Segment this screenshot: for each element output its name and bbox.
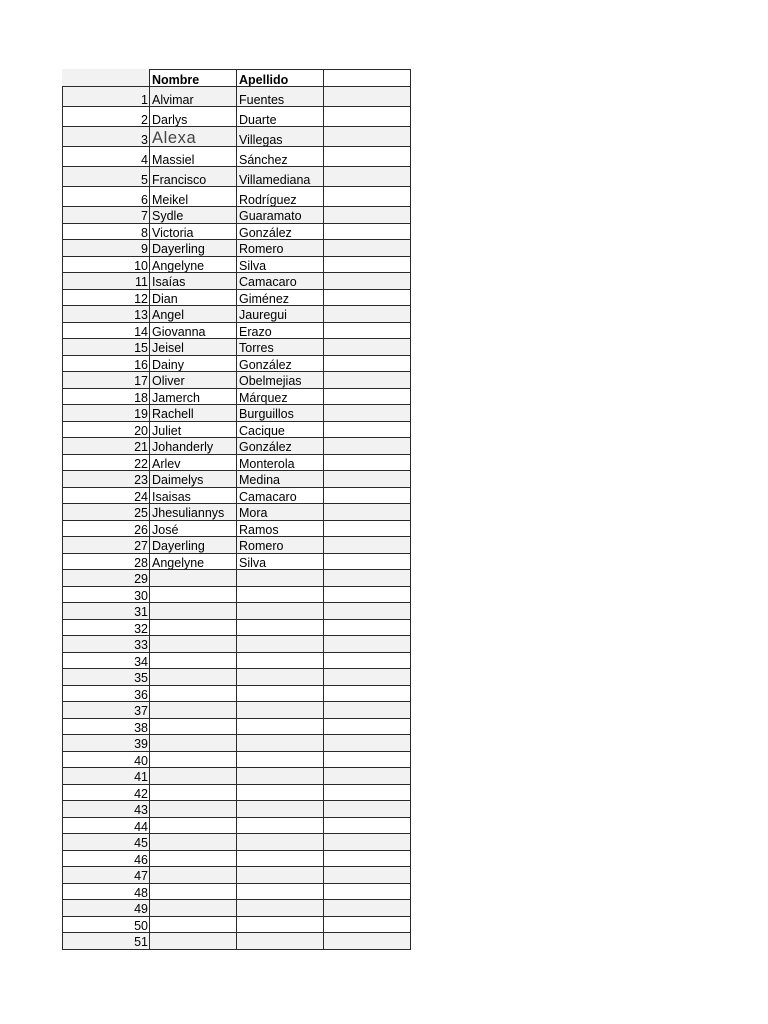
nombre-cell: Johanderly	[150, 438, 237, 455]
empty-cell	[324, 240, 411, 257]
empty-cell	[324, 702, 411, 719]
nombre-cell: Alvimar	[150, 87, 237, 107]
nombre-cell	[150, 850, 237, 867]
apellido-cell	[237, 586, 324, 603]
nombre-cell: Angelyne	[150, 553, 237, 570]
empty-header-cell	[324, 70, 411, 87]
row-number-cell: 42	[63, 784, 150, 801]
table-row	[63, 289, 411, 306]
empty-cell	[324, 306, 411, 323]
empty-cell	[324, 652, 411, 669]
empty-cell	[324, 685, 411, 702]
apellido-cell	[237, 751, 324, 768]
row-number-cell: 33	[63, 636, 150, 653]
row-number-cell: 45	[63, 834, 150, 851]
empty-cell	[324, 817, 411, 834]
apellido-cell: Ramos	[237, 520, 324, 537]
empty-cell	[324, 107, 411, 127]
nombre-cell: José	[150, 520, 237, 537]
nombre-cell	[150, 768, 237, 785]
row-number-cell: 7	[63, 207, 150, 224]
empty-cell	[324, 147, 411, 167]
nombre-cell: Isaisas	[150, 487, 237, 504]
nombre-cell	[150, 636, 237, 653]
table-row	[63, 553, 411, 570]
nombre-cell	[150, 570, 237, 587]
row-number-cell: 13	[63, 306, 150, 323]
table-row	[63, 454, 411, 471]
apellido-cell	[237, 768, 324, 785]
table-row	[63, 187, 411, 207]
nombre-cell	[150, 685, 237, 702]
apellido-cell	[237, 636, 324, 653]
apellido-cell: Silva	[237, 256, 324, 273]
row-number-cell: 36	[63, 685, 150, 702]
nombre-cell	[150, 883, 237, 900]
empty-cell	[324, 916, 411, 933]
empty-cell	[324, 127, 411, 147]
row-number-cell: 12	[63, 289, 150, 306]
nombre-cell	[150, 586, 237, 603]
empty-cell	[324, 834, 411, 851]
apellido-cell: Mora	[237, 504, 324, 521]
row-number-cell: 28	[63, 553, 150, 570]
row-number-cell: 21	[63, 438, 150, 455]
nombre-cell	[150, 751, 237, 768]
apellido-cell	[237, 916, 324, 933]
row-number-cell: 48	[63, 883, 150, 900]
row-number-cell: 35	[63, 669, 150, 686]
nombre-cell: Jamerch	[150, 388, 237, 405]
table-row	[63, 355, 411, 372]
nombre-cell: Dayerling	[150, 240, 237, 257]
table-row	[63, 339, 411, 356]
table-row	[63, 147, 411, 167]
nombre-cell	[150, 817, 237, 834]
nombre-header: Nombre	[150, 70, 237, 87]
row-number-cell: 47	[63, 867, 150, 884]
nombre-cell	[150, 834, 237, 851]
table-row	[63, 702, 411, 719]
table-row	[63, 504, 411, 521]
apellido-cell: Giménez	[237, 289, 324, 306]
apellido-cell	[237, 850, 324, 867]
row-number-cell: 6	[63, 187, 150, 207]
empty-cell	[324, 207, 411, 224]
empty-cell	[324, 520, 411, 537]
table-row	[63, 167, 411, 187]
apellido-cell	[237, 669, 324, 686]
row-number-cell: 37	[63, 702, 150, 719]
nombre-cell: Dian	[150, 289, 237, 306]
apellido-cell: Erazo	[237, 322, 324, 339]
row-number-cell: 24	[63, 487, 150, 504]
table-row	[63, 273, 411, 290]
apellido-cell: Villamediana	[237, 167, 324, 187]
empty-cell	[324, 405, 411, 422]
apellido-cell: Torres	[237, 339, 324, 356]
nombre-cell: Darlys	[150, 107, 237, 127]
nombre-cell	[150, 784, 237, 801]
nombre-cell: Rachell	[150, 405, 237, 422]
empty-cell	[324, 487, 411, 504]
nombre-cell: Massiel	[150, 147, 237, 167]
empty-cell	[324, 801, 411, 818]
nombre-cell: Dayerling	[150, 537, 237, 554]
empty-cell	[324, 504, 411, 521]
table-row	[63, 735, 411, 752]
apellido-cell	[237, 883, 324, 900]
apellido-cell	[237, 603, 324, 620]
empty-cell	[324, 603, 411, 620]
row-number-cell: 25	[63, 504, 150, 521]
empty-cell	[324, 900, 411, 917]
empty-cell	[324, 784, 411, 801]
empty-cell	[324, 619, 411, 636]
apellido-cell: Cacique	[237, 421, 324, 438]
row-number-cell: 20	[63, 421, 150, 438]
apellido-cell: Duarte	[237, 107, 324, 127]
nombre-cell: Juliet	[150, 421, 237, 438]
table-row	[63, 322, 411, 339]
nombre-cell	[150, 735, 237, 752]
row-number-cell: 16	[63, 355, 150, 372]
table-row	[63, 388, 411, 405]
empty-cell	[324, 87, 411, 107]
apellido-cell: Guaramato	[237, 207, 324, 224]
nombre-cell	[150, 669, 237, 686]
empty-cell	[324, 570, 411, 587]
nombre-cell: Alexa	[150, 127, 237, 147]
empty-cell	[324, 256, 411, 273]
apellido-cell	[237, 817, 324, 834]
table-row	[63, 471, 411, 488]
table-row	[63, 652, 411, 669]
apellido-cell: González	[237, 355, 324, 372]
empty-cell	[324, 718, 411, 735]
apellido-cell: Romero	[237, 240, 324, 257]
row-number-cell: 8	[63, 223, 150, 240]
apellido-cell: Jauregui	[237, 306, 324, 323]
table-row	[63, 801, 411, 818]
table-row	[63, 850, 411, 867]
apellido-cell	[237, 735, 324, 752]
empty-cell	[324, 586, 411, 603]
row-number-cell: 18	[63, 388, 150, 405]
apellido-cell: Villegas	[237, 127, 324, 147]
nombre-cell: Giovanna	[150, 322, 237, 339]
empty-cell	[324, 438, 411, 455]
nombre-cell: Francisco	[150, 167, 237, 187]
apellido-cell: Obelmejias	[237, 372, 324, 389]
apellido-cell: Silva	[237, 553, 324, 570]
table-row	[63, 834, 411, 851]
empty-cell	[324, 223, 411, 240]
nombre-cell	[150, 619, 237, 636]
table-row	[63, 421, 411, 438]
row-number-cell: 22	[63, 454, 150, 471]
apellido-cell: Medina	[237, 471, 324, 488]
empty-cell	[324, 339, 411, 356]
apellido-cell	[237, 619, 324, 636]
table-row	[63, 537, 411, 554]
table-row	[63, 867, 411, 884]
table-row	[63, 768, 411, 785]
nombre-cell	[150, 801, 237, 818]
row-number-cell: 15	[63, 339, 150, 356]
table-row	[63, 718, 411, 735]
nombre-cell: Isaías	[150, 273, 237, 290]
table-row	[63, 603, 411, 620]
row-number-cell: 46	[63, 850, 150, 867]
row-number-cell: 17	[63, 372, 150, 389]
empty-cell	[324, 850, 411, 867]
row-number-cell: 32	[63, 619, 150, 636]
row-number-cell: 49	[63, 900, 150, 917]
empty-cell	[324, 372, 411, 389]
apellido-cell	[237, 570, 324, 587]
row-number-cell: 30	[63, 586, 150, 603]
empty-cell	[324, 388, 411, 405]
row-number-cell: 23	[63, 471, 150, 488]
nombre-cell: Victoria	[150, 223, 237, 240]
apellido-cell: Rodríguez	[237, 187, 324, 207]
empty-cell	[324, 322, 411, 339]
apellido-cell: Camacaro	[237, 273, 324, 290]
apellido-cell	[237, 801, 324, 818]
nombre-cell: Angel	[150, 306, 237, 323]
nombre-cell: Arlev	[150, 454, 237, 471]
row-number-cell: 5	[63, 167, 150, 187]
nombre-cell: Angelyne	[150, 256, 237, 273]
nombre-cell: Dainy	[150, 355, 237, 372]
empty-cell	[324, 289, 411, 306]
table-row	[63, 223, 411, 240]
nombre-cell	[150, 603, 237, 620]
row-number-cell: 1	[63, 87, 150, 107]
row-number-cell: 29	[63, 570, 150, 587]
table-row	[63, 916, 411, 933]
empty-cell	[324, 636, 411, 653]
nombre-cell: Jeisel	[150, 339, 237, 356]
empty-cell	[324, 751, 411, 768]
row-number-cell: 10	[63, 256, 150, 273]
table-row	[63, 685, 411, 702]
apellido-cell: Camacaro	[237, 487, 324, 504]
row-number-cell: 3	[63, 127, 150, 147]
table-row	[63, 405, 411, 422]
empty-cell	[324, 553, 411, 570]
table-row	[63, 669, 411, 686]
row-number-cell: 44	[63, 817, 150, 834]
table-row	[63, 87, 411, 107]
table-row	[63, 784, 411, 801]
nombre-cell: Meikel	[150, 187, 237, 207]
nombre-cell	[150, 900, 237, 917]
apellido-cell: Monterola	[237, 454, 324, 471]
table-row	[63, 256, 411, 273]
table-row	[63, 240, 411, 257]
apellido-cell	[237, 652, 324, 669]
row-number-cell: 9	[63, 240, 150, 257]
table-row	[63, 520, 411, 537]
apellido-cell	[237, 933, 324, 950]
table-row	[63, 900, 411, 917]
apellido-cell	[237, 867, 324, 884]
row-number-cell: 11	[63, 273, 150, 290]
row-number-cell: 40	[63, 751, 150, 768]
apellido-cell	[237, 718, 324, 735]
row-number-cell: 43	[63, 801, 150, 818]
table-row	[63, 438, 411, 455]
row-number-cell: 41	[63, 768, 150, 785]
row-number-cell: 31	[63, 603, 150, 620]
row-number-cell: 34	[63, 652, 150, 669]
apellido-header: Apellido	[237, 70, 324, 87]
nombre-cell	[150, 933, 237, 950]
empty-cell	[324, 768, 411, 785]
nombre-cell: Sydle	[150, 207, 237, 224]
empty-cell	[324, 883, 411, 900]
row-number-cell: 38	[63, 718, 150, 735]
apellido-cell	[237, 900, 324, 917]
row-number-cell: 2	[63, 107, 150, 127]
apellido-cell: González	[237, 438, 324, 455]
apellido-cell: Sánchez	[237, 147, 324, 167]
empty-cell	[324, 421, 411, 438]
row-number-cell: 26	[63, 520, 150, 537]
apellido-cell	[237, 685, 324, 702]
table-row	[63, 127, 411, 147]
table-row	[63, 636, 411, 653]
apellido-cell	[237, 702, 324, 719]
row-number-cell: 19	[63, 405, 150, 422]
row-number-cell: 4	[63, 147, 150, 167]
table-row	[63, 207, 411, 224]
table-row	[63, 933, 411, 950]
nombre-cell	[150, 916, 237, 933]
corner-cell	[63, 70, 150, 87]
table-row	[63, 570, 411, 587]
row-number-cell: 39	[63, 735, 150, 752]
row-number-cell: 51	[63, 933, 150, 950]
table-row	[63, 107, 411, 127]
apellido-cell: Fuentes	[237, 87, 324, 107]
nombre-cell	[150, 652, 237, 669]
empty-cell	[324, 669, 411, 686]
empty-cell	[324, 537, 411, 554]
empty-cell	[324, 454, 411, 471]
nombre-cell: Oliver	[150, 372, 237, 389]
table-row	[63, 817, 411, 834]
row-number-cell: 27	[63, 537, 150, 554]
header-row	[63, 70, 411, 87]
table-row	[63, 586, 411, 603]
table-row	[63, 306, 411, 323]
apellido-cell: González	[237, 223, 324, 240]
empty-cell	[324, 187, 411, 207]
apellido-cell: Burguillos	[237, 405, 324, 422]
empty-cell	[324, 355, 411, 372]
empty-cell	[324, 867, 411, 884]
nombre-cell: Jhesuliannys	[150, 504, 237, 521]
table-row	[63, 751, 411, 768]
apellido-cell	[237, 834, 324, 851]
nombre-cell: Daimelys	[150, 471, 237, 488]
empty-cell	[324, 735, 411, 752]
empty-cell	[324, 273, 411, 290]
table-row	[63, 372, 411, 389]
empty-cell	[324, 933, 411, 950]
nombre-cell	[150, 718, 237, 735]
table-row	[63, 487, 411, 504]
apellido-cell: Romero	[237, 537, 324, 554]
name-table	[62, 69, 411, 950]
table-row	[63, 883, 411, 900]
empty-cell	[324, 167, 411, 187]
nombre-cell	[150, 702, 237, 719]
empty-cell	[324, 471, 411, 488]
row-number-cell: 50	[63, 916, 150, 933]
row-number-cell: 14	[63, 322, 150, 339]
apellido-cell	[237, 784, 324, 801]
apellido-cell: Márquez	[237, 388, 324, 405]
table-row	[63, 619, 411, 636]
nombre-cell	[150, 867, 237, 884]
